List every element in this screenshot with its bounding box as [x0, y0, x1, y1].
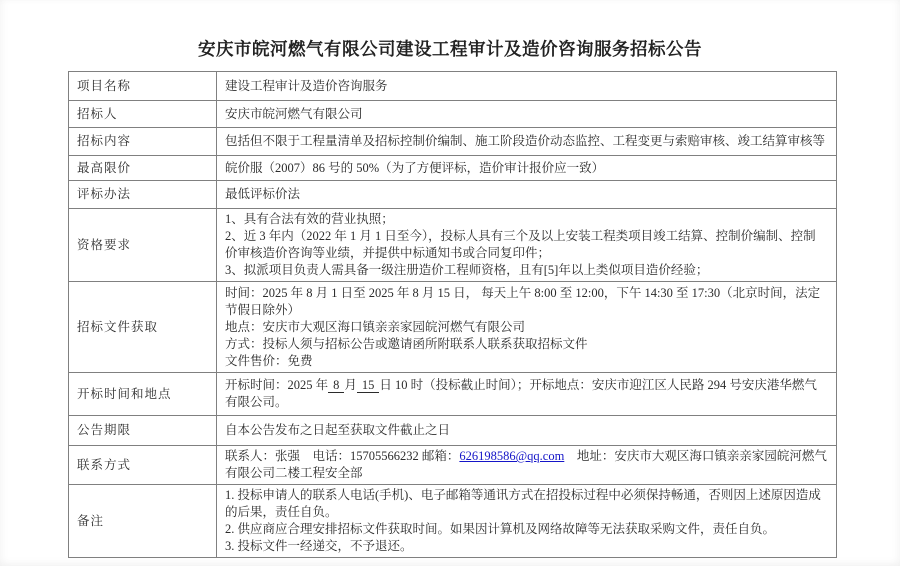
remark-line: 1. 投标申请人的联系人电话(手机)、电子邮箱等通讯方式在招投标过程中必须保持畅通，否则因上述原因造成的后果，责任自负。	[225, 488, 821, 519]
row-label: 招标人	[69, 101, 217, 128]
remark-line: 2. 供应商应合理安排招标文件获取时间。如果因计算机及网络故障等无法获取采购文件，责任自负。	[225, 522, 776, 536]
row-value: 自本公告发布之日起至获取文件截止之日	[217, 416, 837, 446]
page-title: 安庆市皖河燃气有限公司建设工程审计及造价咨询服务招标公告	[198, 39, 702, 59]
bid-opening-text: 日 10 时（投标截止时间）；开标地点：安庆市迎江区人民路 294 号安庆港华燃气有限公司。	[225, 378, 817, 409]
table-row-evaluation-method	[69, 181, 837, 209]
row-label: 最高限价	[69, 156, 217, 181]
row-value: 安庆市皖河燃气有限公司	[217, 101, 837, 128]
remark-line: 3. 投标文件一经递交，不予退还。	[225, 539, 413, 553]
row-label: 评标办法	[69, 181, 217, 209]
row-value: 包括但不限于工程量清单及招标控制价编制、施工阶段造价动态监控、工程变更与索赔审核、竣工结算审核等	[217, 128, 837, 156]
acquisition-line: 方式：投标人须与招标公告或邀请函所附联系人联系获取招标文件	[225, 336, 588, 351]
table-row-document-acquisition	[69, 282, 837, 373]
tender-info-table	[68, 71, 837, 558]
table-row-remarks	[69, 485, 837, 558]
acquisition-line: 文件售价：免费	[225, 353, 313, 368]
row-label: 联系方式	[69, 446, 217, 485]
table-row-announcement-period	[69, 416, 837, 446]
acquisition-line: 地点：安庆市大观区海口镇亲亲家园皖河燃气有限公司	[225, 319, 526, 334]
qualification-line: 1、具有合法有效的营业执照；	[225, 212, 394, 226]
row-label: 招标文件获取	[69, 282, 217, 373]
bid-opening-day: 15	[357, 378, 380, 393]
bid-opening-month: 8	[328, 378, 344, 393]
row-value	[217, 373, 837, 416]
row-value	[217, 446, 837, 485]
contact-text: 联系人：张强 电话：15705566232 邮箱：	[225, 449, 460, 463]
table-row-qualification	[69, 209, 837, 282]
row-value: 最低评标价法	[217, 181, 837, 209]
row-value: 建设工程审计及造价咨询服务	[217, 72, 837, 101]
row-value	[217, 209, 837, 282]
contact-text: 地址：安庆市大观区海口镇亲亲家园皖河燃气有限公司二楼工程安全部	[225, 449, 827, 480]
table-row-contact	[69, 446, 837, 485]
acquisition-line: 时间：2025 年 8 月 1 日至 2025 年 8 月 15 日， 每天上午 8:00 至 12:00，下午 14:30 至 17:30（北京时间，法定节假日除外）	[225, 285, 821, 317]
bid-opening-text: 月	[344, 378, 357, 392]
row-label: 开标时间和地点	[69, 373, 217, 416]
table-row-project-name	[69, 72, 837, 101]
row-label: 备注	[69, 485, 217, 558]
row-value	[217, 485, 837, 558]
contact-email-link[interactable]: 626198586@qq.com	[459, 449, 565, 463]
row-value: 皖价服（2007）86 号的 50%（为了方便评标，造价审计报价应一致）	[217, 156, 837, 181]
bid-opening-text: 开标时间：2025 年	[225, 378, 329, 392]
row-label: 公告期限	[69, 416, 217, 446]
row-label: 项目名称	[69, 72, 217, 101]
row-value	[217, 282, 837, 373]
table-row-tenderer	[69, 101, 837, 128]
table-row-price-limit	[69, 156, 837, 181]
table-row-bid-opening	[69, 373, 837, 416]
row-label: 资格要求	[69, 209, 217, 282]
row-label: 招标内容	[69, 128, 217, 156]
qualification-line: 3、拟派项目负责人需具备一级注册造价工程师资格，且有[5]年以上类似项目造价经验；	[225, 263, 709, 277]
table-row-tender-content	[69, 128, 837, 156]
qualification-line: 2、近 3 年内（2022 年 1 月 1 日至今），投标人具有三个及以上安装工程类项目竣工结算、控制价编制、控制价审核造价咨询等业绩，并提供中标通知书或合同复印件；	[225, 229, 816, 260]
